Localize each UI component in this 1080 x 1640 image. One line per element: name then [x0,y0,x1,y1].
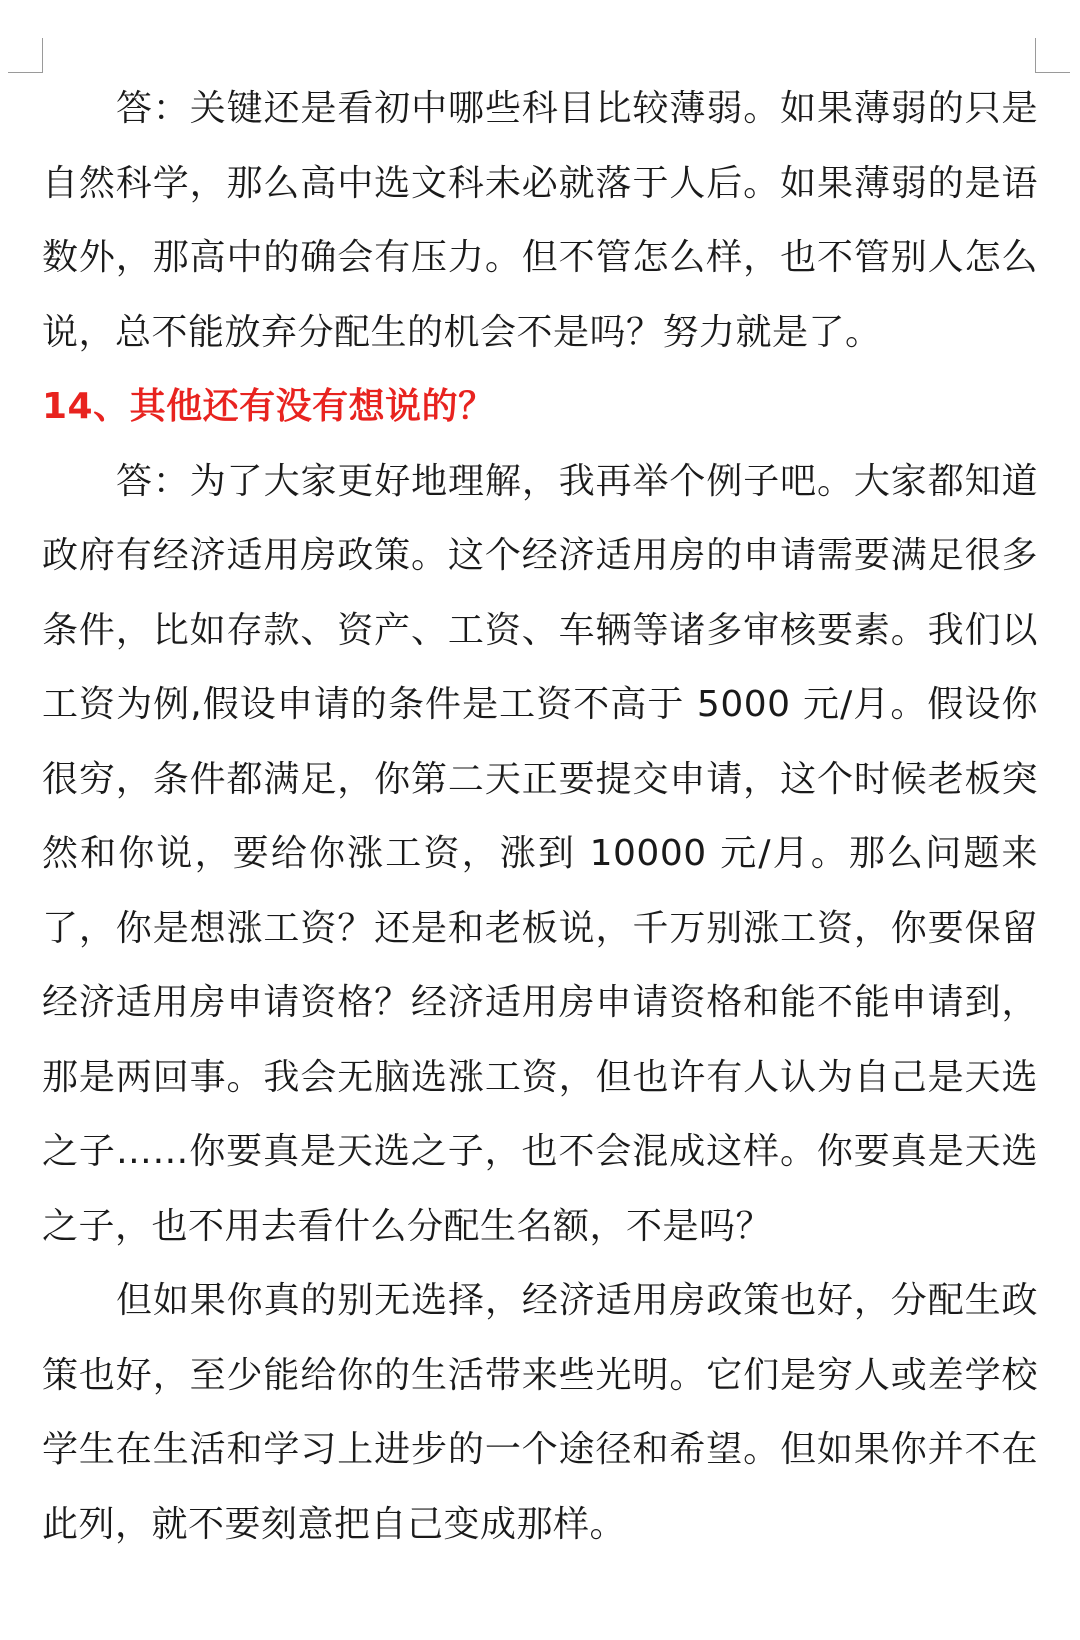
answer-14-paragraph-2: 但如果你真的别无选择，经济适用房政策也好，分配生政策也好，至少能给你的生活带来些光明。它们是穷人或差学校学生在生活和学习上进步的一个途径和希望。但如果你并不在此列，就不要刻意把自己变成那样。 [42,1280,1038,1545]
document-body[interactable] [42,72,1038,1562]
page-corner-mark-top-left [8,38,43,73]
answer-13-paragraph: 答：关键还是看初中哪些科目比较薄弱。如果薄弱的只是自然科学，那么高中选文科未必就落于人后。如果薄弱的是语数外，那高中的确会有压力。但不管怎么样，也不管别人怎么说，总不能放弃分配生的机会不是吗？努力就是了。 [42,88,1038,353]
answer-14-paragraph-1: 答：为了大家更好地理解，我再举个例子吧。大家都知道政府有经济适用房政策。这个经济适用房的申请需要满足很多条件，比如存款、资产、工资、车辆等诸多审核要素。我们以工资为例,假设申请的条件是工资不高于 5000 元/月。假设你很穷，条件都满足，你第二天正要提交申请，这个时候老板突然和你说，要给你涨工资，涨到 10000 元/月。那么问题来了，你是想涨工资？还是和老板说，千万别涨工资，你要保留经济适用房申请资格？经济适用房申请资格和能不能申请到，那是两回事。我会无脑选涨工资，但也许有人认为自己是天选之子……你要真是天选之子，也不会混成这样。你要真是天选之子，也不用去看什么分配生名额，不是吗？ [42,460,1038,1247]
question-14-heading: 14、其他还有没有想说的？ [42,386,495,427]
page-corner-mark-top-right [1035,38,1070,73]
